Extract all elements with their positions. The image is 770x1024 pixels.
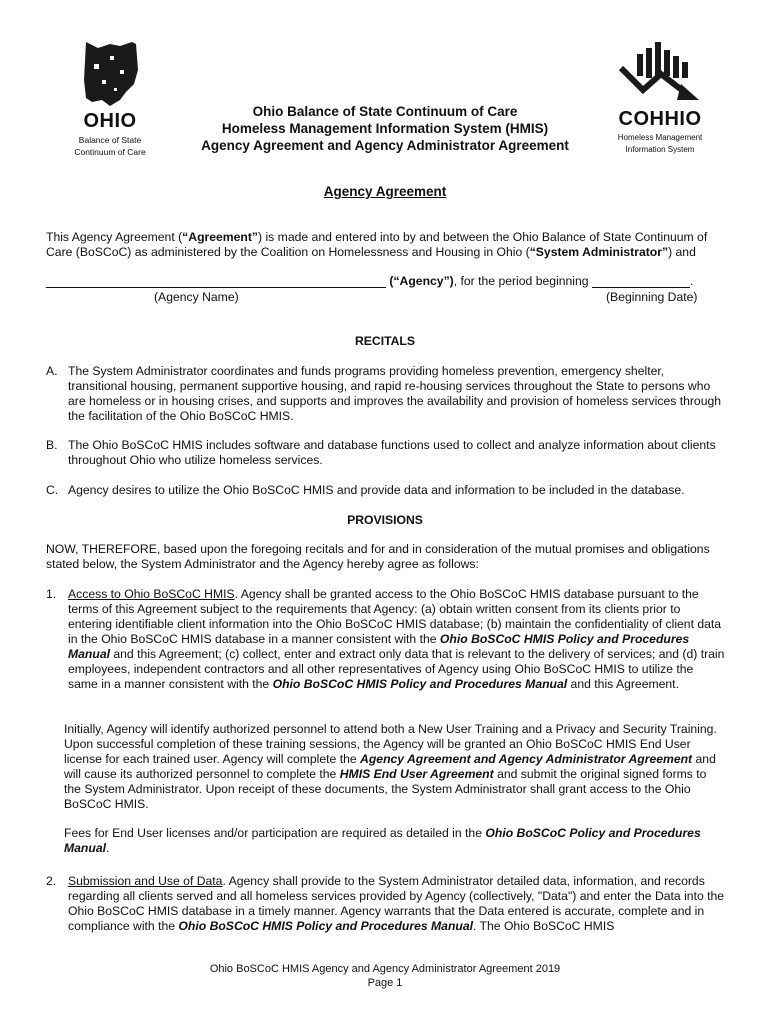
intro-text-1: This Agency Agreement ( <box>46 230 183 244</box>
recital-b-label: B. <box>46 438 58 452</box>
p2-text-1: . Agency shall provide to the System Administrator detailed data, information, and records regarding all clients served and all homeless services provided by Agency (collectively, "Data") and enter the Data into the Ohio BoSCoC HMIS database in a timely manner. Agency warrants that the Data entered is accurate, complete and in compliance with the <box>68 874 725 933</box>
beginning-date-blank[interactable] <box>592 275 690 288</box>
recital-a-label: A. <box>46 364 58 378</box>
intro-bold-2: “System Administrator” <box>529 245 669 259</box>
p1-manual-ref-1: Ohio BoSCoC HMIS Policy and Procedures Manual <box>68 632 690 661</box>
document-header <box>180 103 590 154</box>
provision-1-para3 <box>64 826 726 856</box>
recital-c <box>46 483 726 498</box>
logo-left-line2: Continuum of Care <box>74 147 146 157</box>
provision-1 <box>46 587 726 692</box>
ohio-boscoc-logo <box>70 40 150 157</box>
provisions-intro: NOW, THEREFORE, based upon the foregoing recitals and for and in consideration of the mutual promises and obligations stated below, the System Administrator and the Agency hereby agree as follows: <box>46 542 710 571</box>
provision-2-label: 2. <box>46 874 57 888</box>
p1-para3-ref-1: Ohio BoSCoC Policy and Procedures Manual <box>64 826 701 855</box>
p1-text-2: and this Agreement; (c) collect, enter and extract only data that is relevant to the delivery of services; and (d) train employees, independent contractors and all other representatives of Agency using Ohio BoSCoC HMIS to utilize the same in a manner consistent with the <box>68 647 725 691</box>
p1-para2-text-1: Initially, Agency will identify authorized personnel to attend both a New User Training and a Privacy and Security Training. Upon successful completion of these training sessions, the Agency will be granted an Ohio BoSCoC HMIS End User license for each trained user. Agency will complete the <box>64 722 717 766</box>
p1-para2-ref-2: HMIS End User Agreement <box>339 767 494 781</box>
intro-text-3: ) and <box>668 245 696 259</box>
intro-bold-1: “Agreement” <box>182 230 259 244</box>
agreement-title: Agency Agreement <box>323 184 447 199</box>
agency-line-end: . <box>689 274 694 288</box>
header-line2: Homeless Management Information System (HMIS) <box>221 121 549 136</box>
provision-1-title: Access to Ohio BoSCoC HMIS <box>68 587 235 601</box>
recital-a <box>46 364 726 424</box>
beginning-date-caption: (Beginning Date) <box>606 290 698 304</box>
p1-manual-ref-2: Ohio BoSCoC HMIS Policy and Procedures Manual <box>272 677 568 691</box>
provision-2-title: Submission and Use of Data <box>68 874 223 888</box>
agency-name-blank[interactable] <box>46 275 386 288</box>
p1-para2-ref-1: Agency Agreement and Agency Administrator Agreement <box>360 752 693 766</box>
agency-line-text: , for the period beginning <box>453 274 589 288</box>
provisions-heading: PROVISIONS <box>347 513 423 527</box>
cohhio-logo <box>610 40 710 155</box>
header-line1: Ohio Balance of State Continuum of Care <box>252 104 518 119</box>
intro-paragraph <box>46 230 730 260</box>
provision-1-para2 <box>64 722 726 812</box>
intro-text-2: ) is made and entered into by and between the Ohio Balance of State Continuum of Care (BoSCoC) as administered by the Coalition on Homelessness and Housing in Ohio ( <box>46 230 708 259</box>
recitals-heading: RECITALS <box>354 334 416 348</box>
provision-2-text <box>68 874 726 934</box>
recital-b <box>46 438 726 468</box>
city-chart-arrow-icon <box>615 40 705 102</box>
provision-1-label: 1. <box>46 587 57 601</box>
agency-line-bold: (“Agency”) <box>389 274 454 288</box>
p1-para3-text-2: . <box>105 841 110 855</box>
footer-line1: Ohio BoSCoC HMIS Agency and Agency Administrator Agreement 2019 <box>209 963 561 975</box>
agency-name-caption: (Agency Name) <box>154 290 239 304</box>
header-line3: Agency Agreement and Agency Administrator Agreement <box>201 138 569 153</box>
p2-text-2: . The Ohio BoSCoC HMIS <box>473 919 615 933</box>
logo-right-main: COHHIO <box>618 108 702 130</box>
p1-para3-text-1: Fees for End User licenses and/or participation are required as detailed in the <box>64 826 486 840</box>
recital-c-label: C. <box>46 483 59 497</box>
recital-b-text: The Ohio BoSCoC HMIS includes software and database functions used to collect and analyze information about clients throughout Ohio who utilize homeless services. <box>68 438 716 467</box>
p1-para2-text-2: and will cause its authorized personnel to complete the <box>64 752 716 781</box>
footer-page-number: Page 1 <box>367 977 403 989</box>
ohio-map-icon <box>80 40 140 108</box>
p1-text-3: and this Agreement. <box>567 677 679 691</box>
provision-2 <box>46 874 726 934</box>
agency-line <box>46 274 716 288</box>
logo-right-line2: Information System <box>625 145 695 154</box>
page-footer <box>0 962 770 990</box>
p2-manual-ref-1: Ohio BoSCoC HMIS Policy and Procedures Manual <box>178 919 473 933</box>
logo-right-line1: Homeless Management <box>617 133 703 142</box>
p1-para2-text-3: and submit the original signed forms to the System Administrator. Upon receipt of these documents, the System Administrator shall grant access to the Ohio BoSCoC HMIS. <box>64 767 707 811</box>
recital-a-text: The System Administrator coordinates and funds programs providing homeless prevention, emergency shelter, transitional housing, permanent supportive housing, and rapid re-housing services throughout the State to persons who are homeless or in housing crises, and supports and improves the availability and provision of homeless services through the facilitation of the Ohio BoSCoC HMIS. <box>68 364 722 423</box>
p1-text-1: . Agency shall be granted access to the Ohio BoSCoC HMIS database pursuant to the terms of this Agreement subject to the requirements that Agency: (a) obtain written consent from its clients prior to entering identifiable client information into the Ohio BoSCoC HMIS database; (b) maintain the confidentiality of client data in the Ohio BoSCoC HMIS database in a manner consistent with the <box>68 587 722 646</box>
provision-1-para1 <box>68 587 726 692</box>
logo-left-line1: Balance of State <box>78 135 142 145</box>
recital-c-text: Agency desires to utilize the Ohio BoSCoC HMIS and provide data and information to be included in the database. <box>68 483 685 497</box>
logo-left-main: OHIO <box>83 110 137 132</box>
